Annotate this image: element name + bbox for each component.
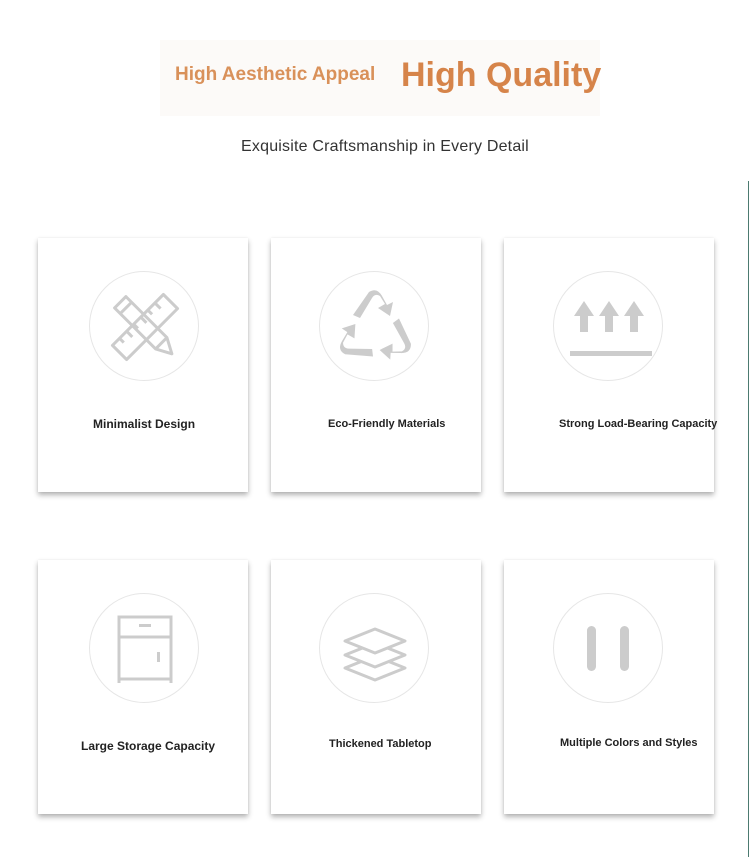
- feature-card-eco-friendly: [271, 238, 481, 492]
- feature-label: Minimalist Design: [93, 417, 196, 431]
- icon-circle: [319, 593, 429, 703]
- edge-divider: [748, 181, 749, 857]
- recycle-icon: [320, 272, 430, 382]
- feature-card-load-bearing: [504, 238, 718, 492]
- icon-circle: [553, 593, 663, 703]
- color-bars-icon: [554, 594, 664, 704]
- feature-label: Strong Load-Bearing Capacity: [559, 418, 718, 430]
- layers-icon: [320, 594, 430, 704]
- icon-circle: [89, 271, 199, 381]
- load-arrows-icon: [554, 272, 664, 382]
- feature-card-large-storage: [38, 560, 248, 814]
- feature-card-minimalist-design: [38, 238, 248, 492]
- ruler-pencil-icon: [90, 272, 200, 382]
- icon-circle: [553, 271, 663, 381]
- feature-card-multiple-colors: [504, 560, 714, 814]
- icon-circle: [319, 271, 429, 381]
- feature-label: Eco-Friendly Materials: [328, 418, 446, 430]
- icon-circle: [89, 593, 199, 703]
- tagline-aesthetic: High Aesthetic Appeal: [175, 64, 376, 85]
- tagline-quality: High Quality: [401, 56, 602, 94]
- feature-label: Multiple Colors and Styles: [560, 737, 698, 749]
- feature-card-thickened-tabletop: [271, 560, 481, 814]
- page-subtitle: Exquisite Craftsmanship in Every Detail: [241, 138, 529, 155]
- feature-label: Large Storage Capacity: [81, 739, 216, 753]
- cabinet-icon: [90, 594, 200, 704]
- feature-label: Thickened Tabletop: [329, 738, 432, 750]
